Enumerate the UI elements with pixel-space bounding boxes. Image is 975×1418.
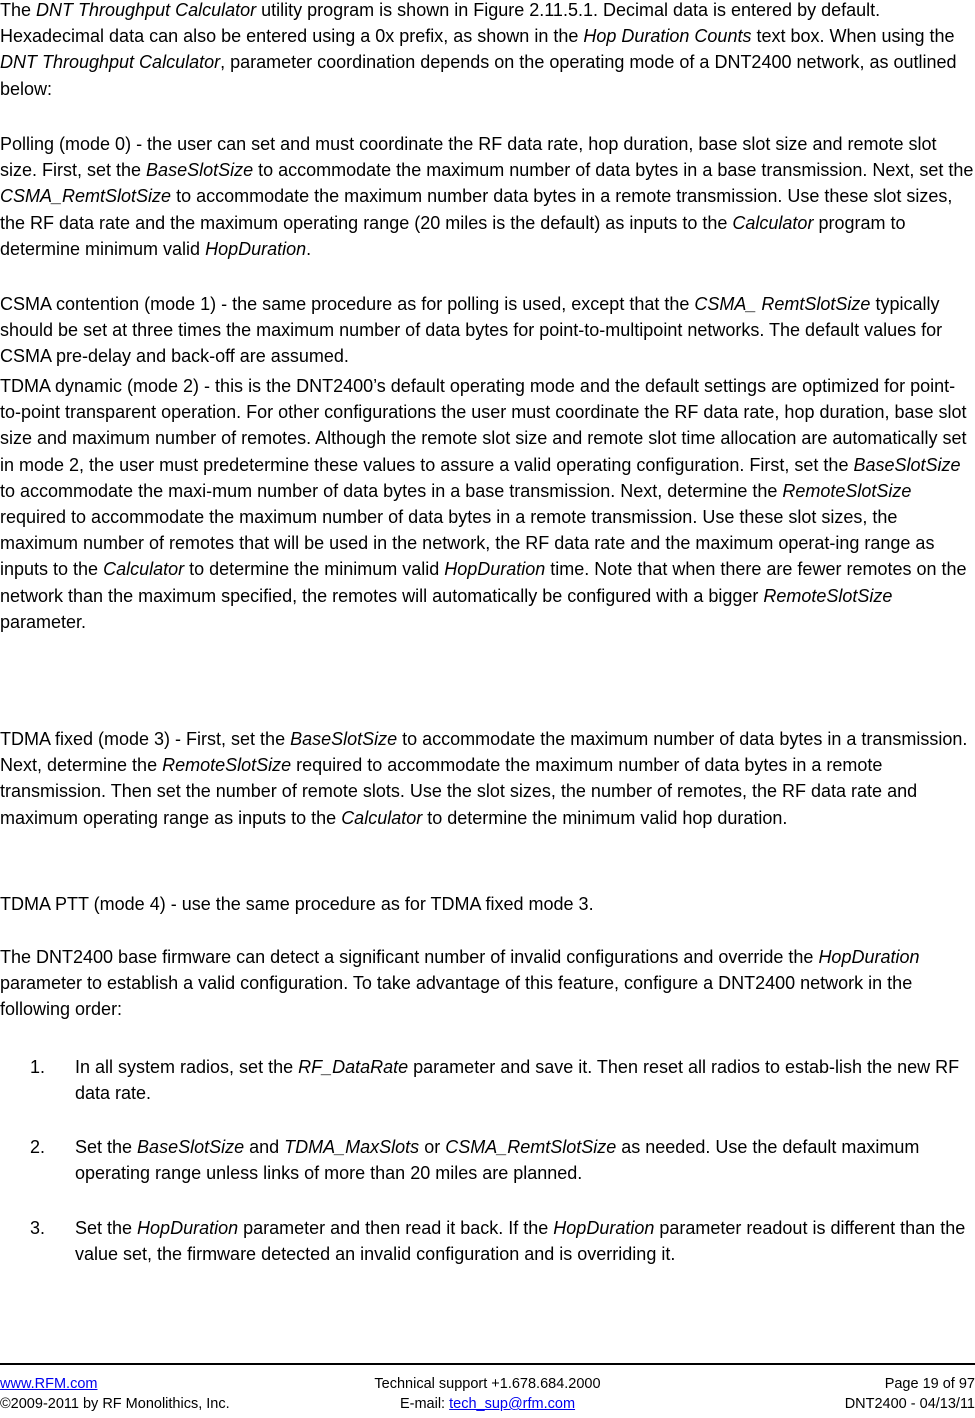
- text-run: to accommodate the maximum number of data bytes in a transmission. Next, determine the: [0, 729, 968, 776]
- italic-term: Hop Duration Counts: [583, 26, 752, 47]
- text-run: as needed. Use the default maximum operating range unless links of more than 20 miles are planned.: [75, 1137, 920, 1184]
- text-run: .: [306, 238, 312, 259]
- text-run: utility program is shown in Figure 2.11.5.1. Decimal data is entered by default. Hexadecimal data can also be entered using a 0x prefix, as shown in the: [0, 0, 881, 47]
- text-run: The: [0, 0, 37, 20]
- list-text: [75, 1054, 975, 1106]
- support-phone: Technical support +1.678.684.2000: [374, 1376, 601, 1392]
- text-run: , parameter coordination depends on the operating mode of a DNT2400 network, as outlined below:: [0, 52, 957, 99]
- italic-term: HopDuration: [553, 1218, 655, 1238]
- italic-term: DNT Throughput Calculator: [0, 52, 221, 73]
- italic-term: RF_DataRate: [298, 1057, 409, 1077]
- text-run: parameter and save it. Then reset all radios to estab-lish the new RF data rate.: [75, 1057, 960, 1104]
- italic-term: RemoteSlotSize: [162, 755, 292, 776]
- footer-divider: [0, 1363, 975, 1365]
- italic-term: CSMA_RemtSlotSize: [0, 186, 172, 207]
- italic-term: RemoteSlotSize: [782, 480, 912, 501]
- text-run: typically should be set at three times the maximum number of data bytes for point-to-multipoint networks. The default values for CSMA pre-delay and back-off are assumed.: [0, 294, 943, 367]
- intro-paragraph: [0, 0, 975, 102]
- italic-term: BaseSlotSize: [290, 729, 398, 749]
- italic-term: DNT Throughput Calculator: [36, 0, 257, 20]
- text-run: parameter and then read it back. If the: [238, 1218, 554, 1238]
- italic-term: Calculator: [341, 807, 423, 828]
- firmware-paragraph: [0, 944, 975, 1023]
- text-run: text box. When using the: [751, 26, 955, 47]
- csma-mode-paragraph: [0, 291, 975, 370]
- text-run: Set the: [75, 1218, 138, 1238]
- italic-term: CSMA_ RemtSlotSize: [694, 294, 871, 314]
- text-run: Polling (mode 0) - the user can set and must coordinate the RF data rate, hop duration, base slot size and remote slot size. First, set the: [0, 134, 937, 181]
- italic-term: HopDuration: [444, 559, 546, 580]
- text-run: program to determine minimum valid: [0, 212, 906, 259]
- text-run: Set the: [75, 1137, 138, 1157]
- text-run: parameter to establish a valid configuration. To take advantage of this feature, configure a DNT2400 network in the following order:: [0, 973, 913, 1020]
- list-number: 1.: [30, 1057, 46, 1077]
- italic-term: HopDuration: [137, 1218, 239, 1238]
- italic-term: Calculator: [103, 559, 185, 580]
- text-run: TDMA dynamic (mode 2) - this is the DNT2400’s default operating mode and the default settings are optimized for point-to-point transparent operation. For other configurations the user must coordinate the RF data rate, hop duration, base slot size and maximum number of remotes. Although the remote slot size and remote slot time allocation are automatically set in mode 2, the user must predetermine these values to assure a valid operating configuration. First, set the: [0, 376, 967, 475]
- italic-term: BaseSlotSize: [853, 454, 961, 475]
- document-id: DNT2400 - 04/13/11: [844, 1396, 975, 1412]
- list-number: 2.: [30, 1137, 46, 1157]
- list-number: 3.: [30, 1218, 46, 1238]
- tdma-dynamic-paragraph: [0, 373, 975, 635]
- text-run: TDMA fixed (mode 3) - First, set the: [0, 729, 291, 749]
- tdma-fixed-paragraph: [0, 726, 975, 831]
- text-run: to determine the minimum valid hop duration.: [422, 807, 788, 828]
- text-run: required to accommodate the maximum number of data bytes in a remote transmission. Then set the number of remote slots. Use the slot sizes, the number of remotes, the RF data rate and maximum operating range as inputs to the: [0, 755, 918, 828]
- email-label: E-mail:: [399, 1396, 450, 1412]
- page-number: Page 19 of 97: [884, 1376, 975, 1392]
- text-run: to accommodate the maxi-mum number of data bytes in a base transmission. Next, determine the: [0, 480, 783, 501]
- text-run: In all system radios, set the: [75, 1057, 299, 1077]
- text-run: CSMA contention (mode 1) - the same procedure as for polling is used, except that the: [0, 294, 695, 314]
- email-link[interactable]: tech_sup@rfm.com: [449, 1396, 576, 1412]
- italic-term: HopDuration: [818, 947, 920, 967]
- list-text: [75, 1134, 975, 1186]
- italic-term: BaseSlotSize: [137, 1137, 245, 1157]
- text-run: to accommodate the maximum number of data bytes in a base transmission. Next, set the: [253, 160, 974, 181]
- text-run: TDMA PTT (mode 4) - use the same procedure as for TDMA fixed mode 3.: [0, 894, 594, 914]
- website-link[interactable]: www.RFM.com: [0, 1376, 98, 1392]
- text-run: The DNT2400 base firmware can detect a significant number of invalid configurations and override the: [0, 947, 819, 967]
- text-run: parameter.: [0, 611, 87, 632]
- polling-mode-paragraph: [0, 131, 975, 262]
- text-run: to accommodate the maximum number data bytes in a remote transmission. Use these slot sizes, the RF data rate and the maximum operating range (20 miles is the default) as inputs to the: [0, 186, 953, 233]
- list-text: [75, 1215, 975, 1267]
- text-run: parameter readout is different than the value set, the firmware detected an invalid configuration and is overriding it.: [75, 1218, 966, 1265]
- text-run: and: [244, 1137, 285, 1157]
- text-run: to determine the minimum valid: [184, 559, 445, 580]
- email-line: [0, 1394, 975, 1414]
- tdma-ptt-paragraph: [0, 891, 975, 917]
- italic-term: BaseSlotSize: [146, 160, 254, 181]
- footer-center: [0, 1374, 975, 1414]
- text-run: or: [419, 1137, 446, 1157]
- text-run: time. Note that when there are fewer remotes on the network than the maximum specified, the remotes will automatically be configured with a bigger: [0, 559, 967, 606]
- italic-term: HopDuration: [205, 238, 307, 259]
- italic-term: RemoteSlotSize: [763, 585, 893, 606]
- footer-right: [845, 1374, 975, 1414]
- copyright-text: ©2009-2011 by RF Monolithics, Inc.: [0, 1396, 230, 1412]
- italic-term: TDMA_MaxSlots: [284, 1137, 420, 1157]
- text-run: required to accommodate the maximum number of data bytes in a remote transmission. Use these slot sizes, the maximum number of remotes that will be used in the network, the RF data rate and the maximum operat-ing range as inputs to the: [0, 507, 935, 580]
- italic-term: CSMA_RemtSlotSize: [445, 1137, 617, 1157]
- italic-term: Calculator: [732, 212, 814, 233]
